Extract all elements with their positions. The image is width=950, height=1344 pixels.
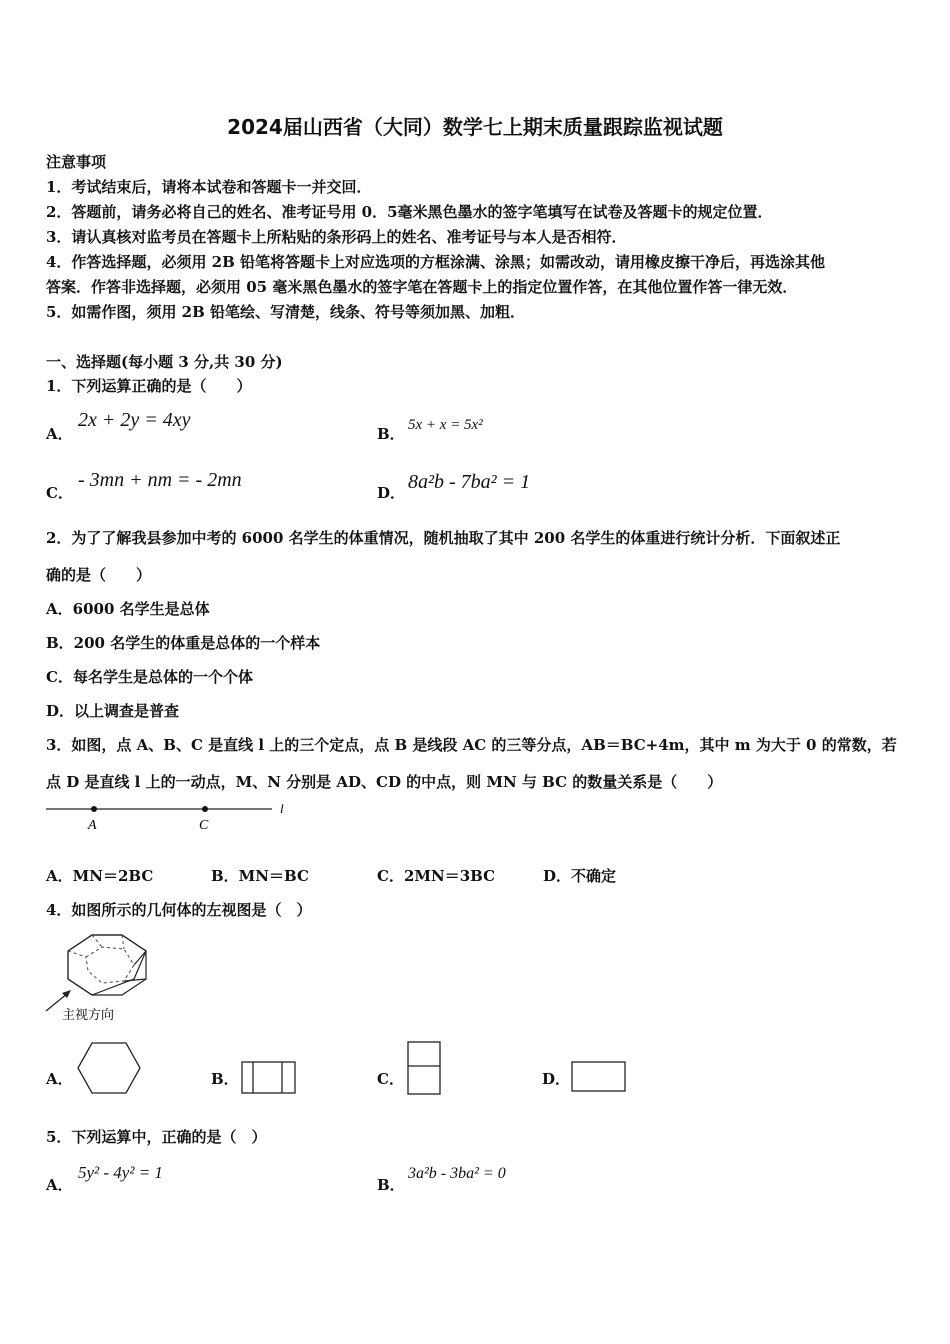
question-stem: 确的是（ ）	[46, 566, 152, 584]
question-stem: 3．如图，点 A、B、C 是直线 l 上的三个定点，点 B 是线段 AC 的三等分点，AB＝BC+4m，其中 m 为大于 0 的常数，若	[46, 736, 897, 754]
option-c-rectangles	[406, 1040, 444, 1096]
point-a	[91, 806, 97, 812]
page-title: 2024届山西省（大同）数学七上期末质量跟踪监视试题	[227, 115, 723, 139]
option-text: B．200 名学生的体重是总体的一个样本	[46, 634, 321, 652]
notice-item: 4．作答选择题，必须用 2B 铅笔将答题卡上对应选项的方框涂满、涂黑；如需改动，请用橡皮擦干净后，再选涂其他	[46, 253, 826, 271]
option-text: A．6000 名学生是总体	[46, 600, 210, 618]
view-direction-caption: 主视方向	[62, 1008, 115, 1023]
question-stem: 2．为了了解我县参加中考的 6000 名学生的体重情况，随机抽取了其中 200 名学生的体重进行统计分析．下面叙述正	[46, 529, 841, 547]
option-text: C．2MN＝3BC	[377, 867, 496, 885]
notice-item: 5．如需作图，须用 2B 铅笔绘、写清楚，线条、符号等须加黑、加粗．	[46, 303, 525, 321]
option-formula: 8a²b - 7ba² = 1	[408, 471, 531, 493]
question-stem: 1．下列运算正确的是（ ）	[46, 377, 252, 395]
option-formula: 3a²b - 3ba² = 0	[408, 1165, 506, 1182]
point-c-label: C	[199, 818, 209, 833]
option-text: A．MN＝2BC	[46, 867, 154, 885]
solid-figure	[40, 925, 170, 1025]
notice-item: 3．请认真核对监考员在答题卡上所粘贴的条形码上的姓名、准考证号与本人是否相符．	[46, 228, 627, 246]
point-a-label: A	[88, 818, 97, 833]
option-text: D．以上调查是普查	[46, 702, 180, 720]
option-label: B．	[377, 425, 405, 443]
option-formula: 2x + 2y = 4xy	[78, 409, 191, 431]
option-text: C．每名学生是总体的一个个体	[46, 668, 253, 686]
option-a-hexagon	[74, 1040, 144, 1096]
option-formula: 5y² - 4y² = 1	[78, 1163, 163, 1182]
notice-heading: 注意事项	[46, 153, 107, 171]
section-heading: 一、选择题(每小题 3 分,共 30 分)	[46, 353, 283, 371]
option-d-rectangle	[570, 1060, 628, 1094]
option-label: A．	[46, 1070, 73, 1088]
option-text: D．不确定	[543, 867, 617, 885]
notice-item: 答案．作答非选择题，必须用 05 毫米黑色墨水的签字笔在答题卡上的指定位置作答，在其他位置作答一律无效．	[46, 278, 798, 296]
notice-item: 1．考试结束后，请将本试卷和答题卡一并交回．	[46, 178, 372, 196]
option-formula: 5x + x = 5x²	[408, 417, 483, 433]
option-label: A．	[46, 425, 73, 443]
question-stem: 5．下列运算中，正确的是（ ）	[46, 1128, 267, 1146]
notice-item: 2．答题前，请务必将自己的姓名、准考证号用 0．5毫米黑色墨水的签字笔填写在试卷及答题卡的规定位置．	[46, 203, 773, 221]
option-label: D．	[377, 484, 406, 502]
option-text: B．MN＝BC	[211, 867, 309, 885]
question-stem: 4．如图所示的几何体的左视图是（ ）	[46, 901, 312, 919]
point-c	[202, 806, 208, 812]
option-label: B．	[211, 1070, 239, 1088]
option-formula: - 3mn + nm = - 2mn	[78, 469, 242, 491]
option-label: C．	[377, 1070, 404, 1088]
option-label: D．	[542, 1070, 571, 1088]
question-stem: 点 D 是直线 l 上的一动点，M、N 分别是 AD、CD 的中点，则 MN 与 BC 的数量关系是（ ）	[46, 773, 723, 791]
option-label: A．	[46, 1176, 73, 1194]
line-figure	[44, 798, 294, 838]
option-b-rectangles	[240, 1060, 298, 1096]
option-label: B．	[377, 1176, 405, 1194]
line-l-label: l	[280, 801, 284, 816]
option-label: C．	[46, 484, 73, 502]
